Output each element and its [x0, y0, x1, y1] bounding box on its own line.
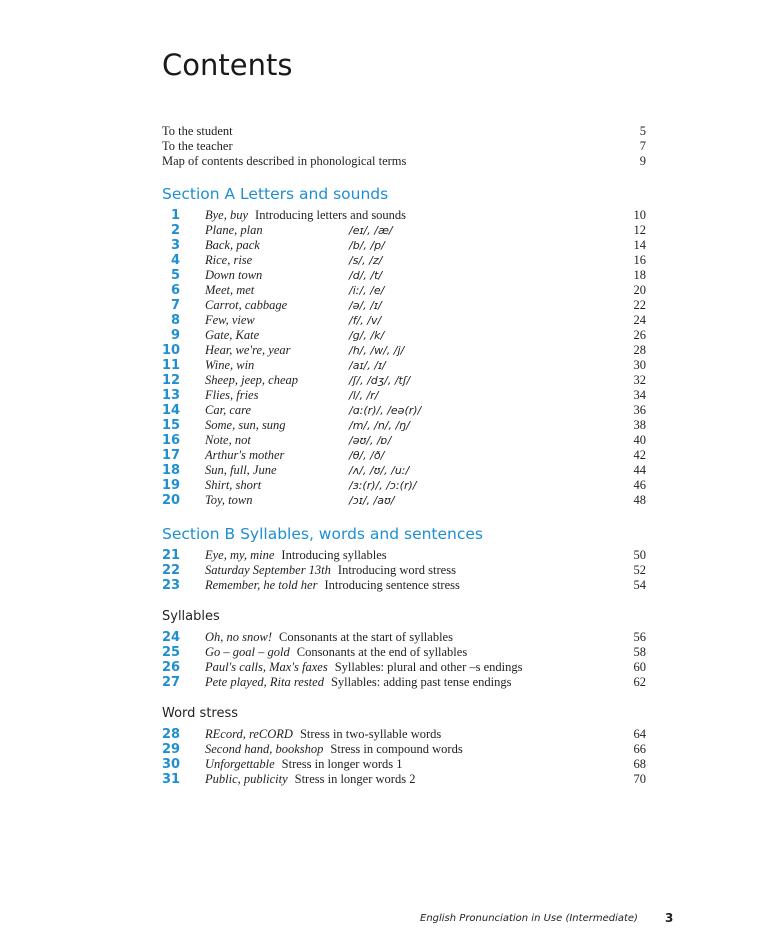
unit-row[interactable] — [162, 268, 646, 283]
unit-phonemes: /h/, /w/, /j/ — [349, 344, 405, 357]
unit-phonemes: /f/, /v/ — [349, 314, 382, 327]
page-number: 20 — [633, 283, 646, 297]
unit-row[interactable] — [162, 727, 646, 742]
unit-description: Stress in compound words — [330, 742, 463, 756]
unit-row[interactable] — [162, 645, 646, 660]
unit-phonemes: /aɪ/, /ɪ/ — [349, 359, 386, 372]
unit-number: 14 — [162, 403, 181, 418]
unit-number: 5 — [170, 268, 180, 283]
unit-title: Unforgettable — [205, 757, 275, 771]
footer-page-number: 3 — [665, 911, 674, 925]
unit-title: Some, sun, sung — [205, 418, 286, 432]
unit-title: Go – goal – gold — [205, 645, 290, 659]
page-number: 48 — [633, 493, 646, 507]
page-number: 64 — [633, 727, 646, 741]
unit-row[interactable] — [162, 433, 646, 448]
unit-row[interactable] — [162, 578, 646, 593]
page-number: 52 — [633, 563, 646, 577]
unit-title: Gate, Kate — [205, 328, 260, 342]
unit-title: Public, publicity — [205, 772, 288, 786]
page-number: 70 — [633, 772, 646, 786]
page-number: 26 — [633, 328, 646, 342]
unit-description: Stress in longer words 1 — [281, 757, 403, 771]
unit-title: Flies, fries — [205, 388, 259, 402]
unit-number: 19 — [162, 478, 181, 493]
unit-title: Back, pack — [205, 238, 260, 252]
unit-row[interactable] — [162, 283, 646, 298]
unit-title: Meet, met — [205, 283, 255, 297]
unit-number: 3 — [170, 238, 180, 253]
unit-row[interactable] — [162, 463, 646, 478]
unit-number: 13 — [162, 388, 181, 403]
unit-row[interactable] — [162, 772, 646, 787]
page-number: 7 — [639, 139, 646, 153]
unit-row[interactable] — [162, 548, 646, 563]
unit-title: Car, care — [205, 403, 252, 417]
front-matter-item[interactable] — [162, 124, 646, 139]
unit-phonemes: /ʃ/, /dʒ/, /tʃ/ — [349, 374, 411, 387]
unit-phonemes: /s/, /z/ — [349, 254, 383, 267]
unit-title: Paul's calls, Max's faxes — [205, 660, 328, 674]
unit-phonemes: /g/, /k/ — [349, 329, 385, 342]
unit-description: Stress in two-syllable words — [299, 727, 442, 741]
unit-row[interactable] — [162, 358, 646, 373]
unit-title: Remember, he told her — [205, 578, 318, 592]
unit-description: Introducing syllables — [281, 548, 387, 562]
page-number: 68 — [633, 757, 646, 771]
page-number: 54 — [633, 578, 646, 592]
page-number: 30 — [633, 358, 646, 372]
page-number: 18 — [633, 268, 646, 282]
unit-row[interactable] — [162, 478, 646, 493]
unit-title: Sheep, jeep, cheap — [205, 373, 299, 387]
unit-number: 27 — [162, 675, 181, 690]
unit-number: 17 — [162, 448, 181, 463]
front-matter-label: Map of contents described in phonological terms — [162, 154, 407, 168]
unit-row[interactable] — [162, 448, 646, 463]
unit-number: 7 — [170, 298, 180, 313]
unit-number: 2 — [170, 223, 180, 238]
syllables-heading: Syllables — [162, 609, 220, 624]
unit-row[interactable] — [162, 223, 646, 238]
page-number: 50 — [633, 548, 646, 562]
unit-phonemes: /b/, /p/ — [349, 239, 385, 252]
unit-title: Oh, no snow! — [205, 630, 273, 644]
front-matter-item[interactable] — [162, 139, 646, 154]
unit-title: Saturday September 13th — [205, 563, 331, 577]
page-number: 5 — [639, 124, 646, 138]
unit-phonemes: /ə/, /ɪ/ — [349, 299, 382, 312]
unit-number: 4 — [170, 253, 180, 268]
unit-row[interactable] — [162, 253, 646, 268]
page-number: 14 — [633, 238, 646, 252]
unit-title: Plane, plan — [205, 223, 263, 237]
unit-number: 11 — [162, 358, 181, 373]
word-stress-heading: Word stress — [162, 706, 239, 721]
unit-number: 16 — [162, 433, 181, 448]
unit-number: 24 — [162, 630, 181, 645]
page-number: 9 — [639, 154, 646, 168]
page-number: 10 — [633, 208, 646, 222]
unit-phonemes: /θ/, /ð/ — [349, 449, 385, 462]
page-number: 38 — [633, 418, 646, 432]
unit-row[interactable] — [162, 563, 646, 578]
unit-row[interactable] — [162, 328, 646, 343]
word-stress-list — [162, 727, 646, 787]
unit-phonemes: /ɑː(r)/, /eə(r)/ — [349, 404, 422, 417]
unit-row[interactable] — [162, 757, 646, 772]
page-number: 58 — [633, 645, 646, 659]
unit-title: Sun, full, June — [205, 463, 277, 477]
unit-title: REcord, reCORD — [205, 727, 293, 741]
unit-row[interactable] — [162, 238, 646, 253]
unit-row[interactable] — [162, 373, 646, 388]
unit-description: Consonants at the start of syllables — [279, 630, 453, 644]
unit-phonemes: /ɜː(r)/, /ɔː(r)/ — [349, 479, 417, 492]
unit-number: 6 — [170, 283, 180, 298]
unit-phonemes: /l/, /r/ — [349, 389, 379, 402]
unit-row[interactable] — [162, 403, 646, 418]
page-number: 40 — [633, 433, 646, 447]
unit-title: Second hand, bookshop — [205, 742, 324, 756]
unit-number: 12 — [162, 373, 181, 388]
unit-description: Introducing sentence stress — [324, 578, 460, 592]
syllables-list — [162, 630, 646, 690]
unit-row[interactable] — [162, 630, 646, 645]
unit-phonemes: /eɪ/, /æ/ — [349, 224, 393, 237]
unit-description: Introducing word stress — [337, 563, 456, 577]
unit-row[interactable] — [162, 313, 646, 328]
unit-number: 23 — [162, 578, 181, 593]
unit-number: 15 — [162, 418, 181, 433]
unit-row[interactable] — [162, 298, 646, 313]
page-number: 32 — [633, 373, 646, 387]
unit-phonemes: /m/, /n/, /ŋ/ — [349, 419, 410, 432]
unit-number: 18 — [162, 463, 181, 478]
unit-phonemes: /əʊ/, /ɒ/ — [349, 434, 392, 447]
unit-row[interactable] — [162, 493, 646, 508]
page-number: 12 — [633, 223, 646, 237]
unit-title: Pete played, Rita rested — [205, 675, 324, 689]
page-number: 34 — [633, 388, 646, 402]
unit-description: Consonants at the end of syllables — [296, 645, 468, 659]
unit-number: 9 — [170, 328, 180, 343]
unit-row[interactable] — [162, 660, 646, 675]
unit-row[interactable] — [162, 388, 646, 403]
unit-number: 31 — [162, 772, 181, 787]
unit-phonemes: /ɔɪ/, /aʊ/ — [349, 494, 395, 507]
footer-book-title: English Pronunciation in Use (Intermediate) — [420, 913, 638, 924]
front-matter-item[interactable] — [162, 154, 646, 169]
unit-row[interactable] — [162, 343, 646, 358]
unit-number: 29 — [162, 742, 181, 757]
unit-title: Wine, win — [205, 358, 255, 372]
unit-phonemes: /d/, /t/ — [349, 269, 383, 282]
page-number: 66 — [633, 742, 646, 756]
section-b-heading: Section B Syllables, words and sentences — [162, 525, 484, 543]
unit-number: 10 — [162, 343, 181, 358]
unit-row[interactable] — [162, 675, 646, 690]
unit-number: 1 — [170, 208, 180, 223]
unit-number: 22 — [162, 563, 181, 578]
section-a-list — [162, 208, 646, 508]
unit-number: 21 — [162, 548, 181, 563]
page-number: 44 — [633, 463, 646, 477]
page-number: 46 — [633, 478, 646, 492]
unit-title: Toy, town — [205, 493, 253, 507]
unit-title: Arthur's mother — [205, 448, 285, 462]
unit-title: Bye, buy — [205, 208, 249, 222]
unit-title: Rice, rise — [205, 253, 253, 267]
page-number: 22 — [633, 298, 646, 312]
unit-row[interactable] — [162, 418, 646, 433]
unit-number: 8 — [170, 313, 180, 328]
page-number: 36 — [633, 403, 646, 417]
page-title: Contents — [162, 48, 293, 82]
unit-description: Stress in longer words 2 — [294, 772, 416, 786]
unit-description: Syllables: adding past tense endings — [330, 675, 512, 689]
page-number: 16 — [633, 253, 646, 267]
unit-row[interactable] — [162, 742, 646, 757]
page-number: 42 — [633, 448, 646, 462]
page-number: 62 — [633, 675, 646, 689]
page-number: 56 — [633, 630, 646, 644]
unit-title: Down town — [205, 268, 263, 282]
page-number: 60 — [633, 660, 646, 674]
section-b-list — [162, 548, 646, 593]
unit-title: Hear, we're, year — [205, 343, 291, 357]
unit-number: 25 — [162, 645, 181, 660]
unit-number: 30 — [162, 757, 181, 772]
front-matter — [162, 124, 646, 169]
unit-number: 26 — [162, 660, 181, 675]
unit-phonemes: /iː/, /e/ — [349, 284, 385, 297]
unit-title: Shirt, short — [205, 478, 262, 492]
unit-title: Eye, my, mine — [205, 548, 275, 562]
unit-title: Few, view — [205, 313, 255, 327]
unit-description: Syllables: plural and other –s endings — [334, 660, 523, 674]
unit-phonemes: /ʌ/, /ʊ/, /uː/ — [349, 464, 410, 477]
unit-number: 28 — [162, 727, 181, 742]
front-matter-label: To the student — [162, 124, 233, 138]
unit-number: 20 — [162, 493, 181, 508]
unit-row[interactable] — [162, 208, 646, 223]
page-number: 24 — [633, 313, 646, 327]
unit-title: Carrot, cabbage — [205, 298, 288, 312]
page-number: 28 — [633, 343, 646, 357]
section-a-heading: Section A Letters and sounds — [162, 185, 389, 203]
front-matter-label: To the teacher — [162, 139, 233, 153]
unit-title: Note, not — [205, 433, 251, 447]
unit-description: Introducing letters and sounds — [255, 208, 407, 222]
